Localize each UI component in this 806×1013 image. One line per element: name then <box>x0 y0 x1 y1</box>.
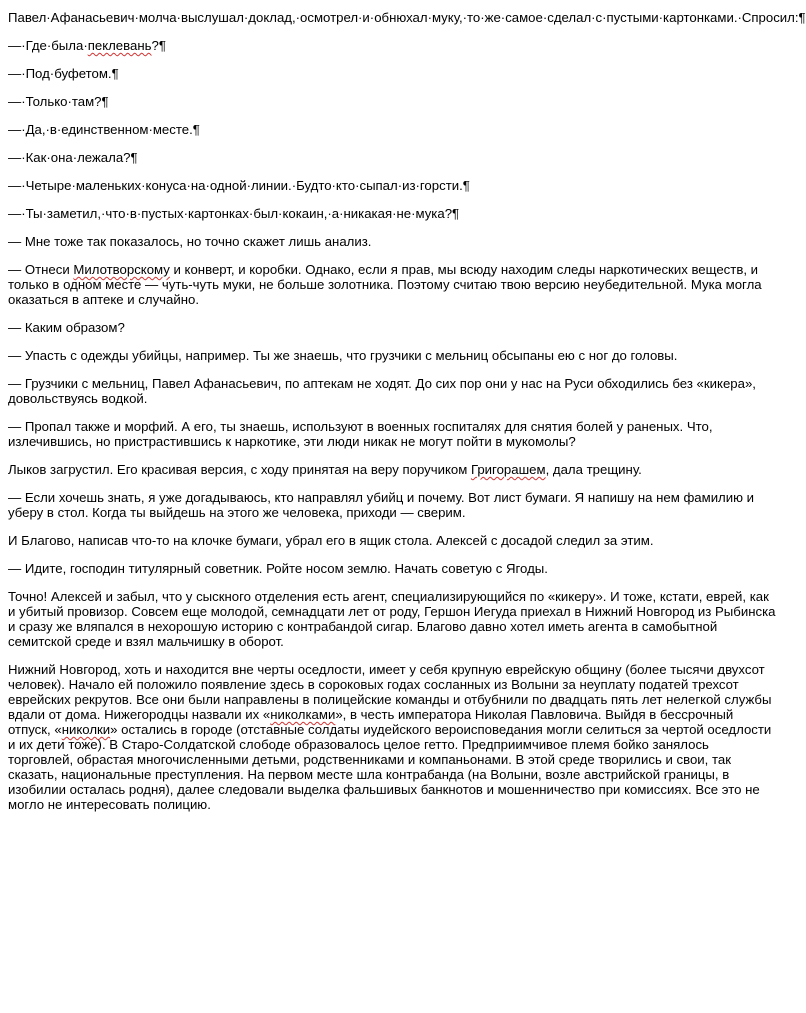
pilcrow-mark: ¶ <box>452 206 460 221</box>
text-run: —·Ты·заметил,·что·в·пустых·картонках·был·кокаин,·а·никакая·не·мука? <box>8 206 453 221</box>
pilcrow-mark: ¶ <box>192 122 200 137</box>
text-run: — Пропал также и морфий. А его, ты знаешь, используют в военных госпиталях для снятия болей у раненых. Что, излечившись, но пристрастившись к наркотике, эти люди никак не могут пойти в мукомолы? <box>8 419 713 449</box>
text-run: —·Да,·в·единственном·месте. <box>8 122 193 137</box>
document-body <box>8 10 806 812</box>
text-run: , дала трещину. <box>545 462 642 477</box>
misspelled-word: николки <box>61 722 111 737</box>
pilcrow-mark: ¶ <box>798 10 806 25</box>
text-run: » остались в городе (отставные солдаты иудейского вероисповедания могли селиться за чертой оседлости и их дети тоже). В Старо-Солдатской слободе образовалось целое гетто. Предприимчивое племя бойко занялось торговлей, обрастая многочисленными детьми, родственниками и компаньонами. В этой среде творились и свои, так сказать, национальные преступления. На первом месте шла контрабанда (на Волыни, возле австрийской границы, в изобилии осталась родня), далее следовали выделка фальшивых банкнотов и мошенничество при комиссиях. Все это не могло не интересовать полицию. <box>8 722 772 812</box>
text-run: — Если хочешь знать, я уже догадываюсь, кто направлял убийц и почему. Вот лист бумаги. Я напишу на нем фамилию и уберу в стол. Когда ты выйдешь на этого же человека, приходи — сверим. <box>8 490 755 520</box>
pilcrow-mark: ¶ <box>111 66 119 81</box>
misspelled-word: Милотворскому <box>73 262 170 277</box>
text-run: Лыков загрустил. Его красивая версия, с ходу принятая на веру поручиком <box>8 462 471 477</box>
text-run: —·Четыре·маленьких·конуса·на·одной·линии.·Будто·кто·сыпал·из·горсти. <box>8 178 463 193</box>
pilcrow-mark: ¶ <box>462 178 470 193</box>
pilcrow-mark: ¶ <box>130 150 138 165</box>
misspelled-word: Григорашем <box>470 462 546 477</box>
text-run: —·Как·она·лежала? <box>8 150 131 165</box>
text-run: Нижний Новгород, хоть и находится вне черты оседлости, имеет у себя крупную еврейскую общину (более тысячи двухсот человек). Начало ей положило появление здесь в сороковых годах сосланных из Волыни за неуплату податей трехсот еврейских рекрутов. Все они были направлены в полицейские команды и отбубнили по двадцать пять лет нелегкой службы вдали от дома. Нижегородцы назвали их « <box>8 662 772 722</box>
text-run: — Мне тоже так показалось, но точно скажет лишь анализ. <box>8 234 372 249</box>
pilcrow-mark: ¶ <box>101 94 109 109</box>
misspelled-word: николками <box>270 707 336 722</box>
pilcrow-mark: ¶ <box>158 38 166 53</box>
text-run: Павел·Афанасьевич·молча·выслушал·доклад,·осмотрел·и·обнюхал·муку,·то·же·самое·сделал·с·пустыми·картонками.·Спросил: <box>8 10 799 25</box>
text-run: », в честь императора Николая Павловича. Выйдя в бессрочный отпуск, « <box>8 707 734 737</box>
text-run: — Отнеси <box>8 262 74 277</box>
text-run: ? <box>151 38 159 53</box>
text-run: Точно! Алексей и забыл, что у сыскного отделения есть агент, специализирующийся по «кикеру». И тоже, кстати, еврей, как и убитый провизор. Совсем еще молодой, семнадцати лет от роду, Гершон Иегуда приехал в Нижний Новгород из Рыбинска и сразу же вляпался в нехорошую историю с контрабандой сигар. Благово давно хотел иметь агента в самобытной семитской среде и взял мальчишку в оборот. <box>8 589 776 649</box>
text-run: — Упасть с одежды убийцы, например. Ты же знаешь, что грузчики с мельниц обсыпаны ею с ног до головы. <box>8 348 678 363</box>
text-run: —·Под·буфетом. <box>8 66 112 81</box>
text-run: — Каким образом? <box>8 320 125 335</box>
text-run: —·Только·там? <box>8 94 102 109</box>
text-run: И Благово, написав что-то на клочке бумаги, убрал его в ящик стола. Алексей с досадой следил за этим. <box>8 533 654 548</box>
text-run: —·Где·была· <box>8 38 88 53</box>
text-run: — Идите, господин титулярный советник. Ройте носом землю. Начать советую с Ягоды. <box>8 561 548 576</box>
text-run: — Грузчики с мельниц, Павел Афанасьевич, по аптекам не ходят. До сих пор они у нас на Руси обходились без «кикера», довольствуясь водкой. <box>8 376 756 406</box>
text-run: и конверт, и коробки. Однако, если я прав, мы всюду находим следы наркотических веществ, и только в одном месте — чуть-чуть муки, не больше золотника. Поэтому считаю твою версию неубедительной. Мука могла оказаться в аптеке и случайно. <box>8 262 762 307</box>
misspelled-word: пеклевань <box>87 38 152 53</box>
